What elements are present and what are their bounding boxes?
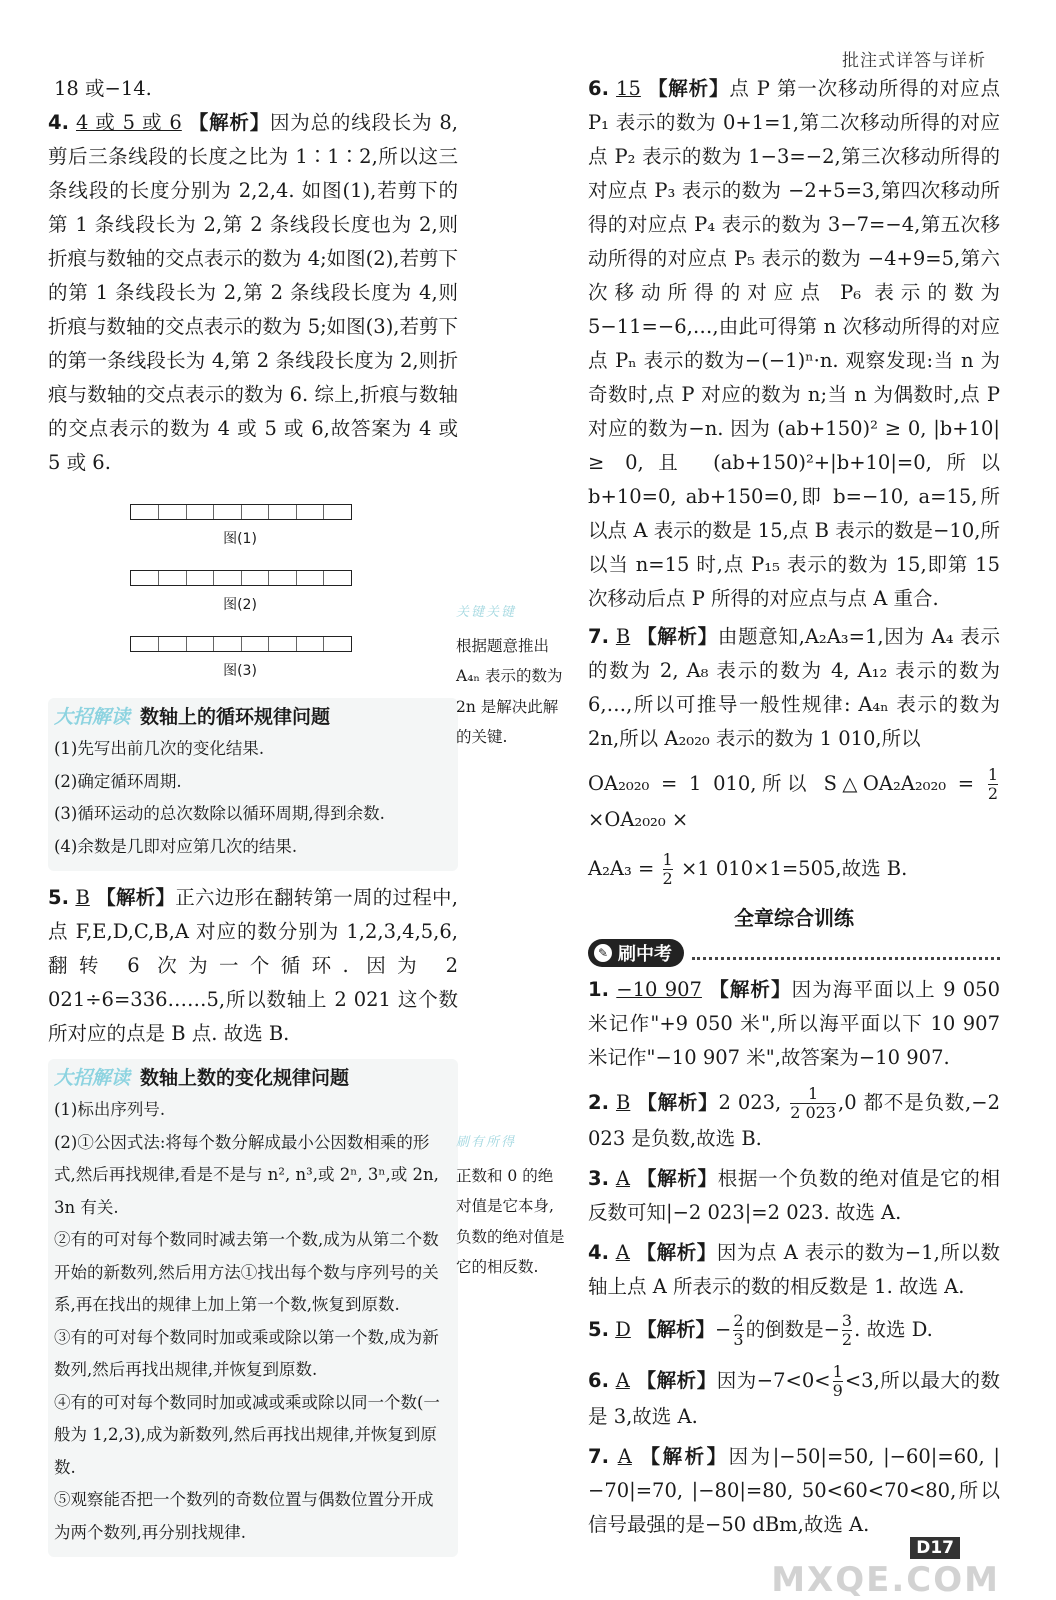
continuation-text: 18 或−14. xyxy=(54,77,152,100)
fraction-numerator: 2 xyxy=(733,1311,744,1330)
tip-line: ⑤观察能否把一个数列的奇数位置与偶数位置分开成为两个数列,再分别找规律. xyxy=(54,1490,434,1542)
tip-label: 大招解读 xyxy=(54,706,131,728)
tip-line: ④有的可对每个数同时加或减或乘或除以同一个数(一般为 1,2,3),成为新数列,然后再找出规律,并恢复到原数. xyxy=(54,1392,440,1477)
analysis-tag: 【解析】 xyxy=(647,77,730,100)
analysis-text: 点 P 第一次移动所得的对应点 P₁ 表示的数为 0+1=1,第二次移动所得的对应点 P₂ 表示的数为 1−3=−2,第三次移动所得的对应点 P₃ 表示的数为 −2+5=3,第四次移动所得的对应点 P₄ 表示的数为 3−7=−4,第五次移动所得的对应点 P₅ 表示的数为 −4+9=5,第六次移动所得的对应点 P₆ 表示的数为 5−11=−6,…,由此可得第 n 次移动所得的对应点 Pₙ 表示的数为−(−1)ⁿ·n. 观察发现:当 n 为奇数时,点 P 对应的数为 n;当 n 为偶数时,点 P 对应的数为−n. 因为 (ab+150)² ≥ 0, |b+10| ≥ 0,且 (ab+150)²+|b+10|=0,所以 b+10=0, ab+150=0,即 b=−10, a=15,所以点 A 表示的数是 15,点 B 表示的数是−10,所以当 n=15 时,点 P₁₅ 表示的数为 15,即第 15 次移动后点 P 所得的对应点与点 A 重合. xyxy=(588,77,1000,610)
dotted-rule xyxy=(692,947,1000,960)
question-number: 6. xyxy=(588,77,609,100)
fraction xyxy=(842,1312,852,1349)
exam-question-6 xyxy=(588,1363,1000,1434)
exam-question-5 xyxy=(588,1312,1000,1349)
question-number: 5. xyxy=(588,1318,609,1341)
page-number: D17 xyxy=(910,1537,960,1559)
analysis-text: 因为−7<0< xyxy=(716,1369,831,1392)
section-title: 全章综合训练 xyxy=(734,906,854,930)
side-note-key xyxy=(456,598,568,753)
tip-line: (1)先写出前几次的变化结果. xyxy=(54,739,265,758)
answer: 15 xyxy=(616,77,641,100)
fraction xyxy=(733,1312,743,1349)
analysis-text: 因为|−50|=50, |−60|=60, |−70|=70, |−80|=80, 50<60<70<80,所以信号最强的是−50 dBm,故选 A. xyxy=(588,1445,1001,1536)
fraction-half xyxy=(988,766,998,803)
analysis-text: <3,所以最大的数是 3,故选 A. xyxy=(588,1369,1000,1428)
answer: −10 907 xyxy=(616,978,702,1001)
equation-part: ×1 010×1=505,故选 B. xyxy=(680,857,908,880)
answer: B xyxy=(615,625,631,648)
question-number: 7. xyxy=(588,625,609,648)
question-number: 5. xyxy=(48,886,69,909)
equation-line-1 xyxy=(588,766,1000,837)
figure-caption: 图(1) xyxy=(223,531,257,547)
answer: A xyxy=(617,1445,632,1468)
answer: D xyxy=(615,1318,631,1341)
analysis-tag: 【解析】 xyxy=(637,625,718,648)
question-number: 4. xyxy=(588,1241,609,1264)
question-4 xyxy=(48,106,458,480)
fraction-numerator: 1 xyxy=(662,850,673,869)
answer: A xyxy=(615,1369,630,1392)
answer: B xyxy=(615,1091,631,1114)
fraction-denominator: 2 xyxy=(987,784,998,803)
exam-question-1 xyxy=(588,973,1000,1075)
segment-bar xyxy=(130,636,352,652)
answer: A xyxy=(615,1167,630,1190)
analysis-tag: 【解析】 xyxy=(637,1091,719,1114)
figure-2 xyxy=(130,560,350,626)
question-number: 2. xyxy=(588,1091,609,1114)
side-note-label: 关键关键 xyxy=(456,605,517,620)
fraction-numerator: 1 xyxy=(790,1085,836,1104)
fraction-half xyxy=(663,851,673,888)
tip-box-cycle xyxy=(48,698,458,871)
analysis-text: 根据一个负数的绝对值是它的相反数可知|−2 023|=2 023. 故选 A. xyxy=(588,1167,1000,1224)
equation-line-2 xyxy=(588,851,1000,888)
answer: A xyxy=(615,1241,630,1264)
fraction xyxy=(833,1363,843,1400)
question-number: 6. xyxy=(588,1369,609,1392)
exam-question-3 xyxy=(588,1162,1000,1230)
exam-question-7 xyxy=(588,1440,1000,1542)
tip-line: ②有的可对每个数同时减去第一个数,成为从第二个数开始的新数列,然后用方法①找出每个数与序列号的关系,再在找出的规律上加上第一个数,恢复到原数. xyxy=(54,1230,439,1314)
tip-line: (3)循环运动的总次数除以循环周期,得到余数. xyxy=(54,804,385,823)
badge-pill xyxy=(588,939,684,967)
figure-1 xyxy=(130,494,350,560)
answer: 4 或 5 或 6 xyxy=(75,111,182,134)
side-note-gain xyxy=(456,1128,568,1283)
brush-icon: ✎ xyxy=(594,944,612,962)
tip-heading xyxy=(54,1063,448,1090)
side-note-text: 根据题意推出 A₄ₙ 表示的数为 2n 是解决此解的关键. xyxy=(456,636,563,746)
analysis-tag: 【解析】 xyxy=(636,1241,717,1264)
fraction-denominator: 9 xyxy=(832,1381,843,1400)
fraction-numerator: 1 xyxy=(987,765,998,784)
side-note-label: 刷有所得 xyxy=(456,1135,517,1150)
analysis-tag: 【解析】 xyxy=(636,1167,718,1190)
equation-part: ×OA₂₀₂₀ × xyxy=(588,808,689,831)
tip-line: ③有的可对每个数同时加或乘或除以第一个数,成为新数列,然后再找出规律,并恢复到原数. xyxy=(54,1327,439,1379)
question-6 xyxy=(588,72,1000,616)
right-column xyxy=(588,72,1000,1542)
analysis-text: − xyxy=(715,1318,732,1341)
fraction-numerator: 1 xyxy=(832,1362,843,1381)
tip-title: 数轴上数的变化规律问题 xyxy=(140,1067,350,1089)
fraction-numerator: 3 xyxy=(841,1311,853,1330)
figure-caption: 图(3) xyxy=(223,663,257,679)
exam-question-4 xyxy=(588,1236,1000,1304)
figure-caption: 图(2) xyxy=(223,597,257,613)
analysis-tag: 【解析】 xyxy=(637,1318,716,1341)
analysis-tag: 【解析】 xyxy=(96,886,176,909)
analysis-text: 正六边形在翻转第一周的过程中,点 F,E,D,C,B,A 对应的数分别为 1,2,3,4,5,6,翻转 6 次为一个循环. 因为 2 021÷6=336……5,所以数轴上 2 021 这个数所对应的点是 B 点. 故选 B. xyxy=(48,886,458,1045)
answer: B xyxy=(75,886,90,909)
analysis-text: 的倒数是− xyxy=(745,1318,840,1341)
analysis-text: 因为点 A 表示的数为−1,所以数轴上点 A 所表示的数的相反数是 1. 故选 A. xyxy=(588,1241,1000,1298)
question-7 xyxy=(588,620,1000,756)
analysis-text: 2 023, xyxy=(718,1091,782,1114)
question-5 xyxy=(48,881,458,1051)
running-header: 批注式详答与详析 xyxy=(842,51,986,71)
tip-box-sequence xyxy=(48,1059,458,1557)
equation-part: OA₂₀₂₀ = 1 010,所以 S△OA₂A₂₀₂₀ = xyxy=(588,772,975,795)
analysis-tag: 【解析】 xyxy=(709,978,792,1001)
question-number: 7. xyxy=(588,1445,609,1468)
equation-part: A₂A₃ = xyxy=(588,857,655,880)
fraction-denominator: 2 023 xyxy=(790,1103,837,1122)
tip-heading xyxy=(54,702,448,729)
analysis-text: . 故选 D. xyxy=(854,1318,933,1341)
tip-line: (2)①公因式法:将每个数分解成最小公因数相乘的形式,然后再找规律,看是不是与 n², n³,或 2ⁿ, 3ⁿ,或 2n, 3n 有关. xyxy=(54,1132,439,1217)
question-number: 1. xyxy=(588,978,609,1001)
fraction-denominator: 2 xyxy=(841,1330,853,1349)
segment-bar xyxy=(130,570,352,586)
section-badge xyxy=(588,939,1000,967)
analysis-text: 因为海平面以上 9 050 米记作"+9 050 米",所以海平面以下 10 907 米记作"−10 907 米",故答案为−10 907. xyxy=(588,978,1000,1069)
analysis-tag: 【解析】 xyxy=(640,1445,729,1468)
fraction-denominator: 3 xyxy=(733,1330,744,1349)
question-number: 4. xyxy=(48,111,69,134)
analysis-text: ,0 都不是负数,−2 023 是负数,故选 B. xyxy=(588,1091,1000,1150)
tip-line: (2)确定循环周期. xyxy=(54,771,182,791)
analysis-text: 由题意知,A₂A₃=1,因为 A₄ 表示的数为 2, A₈ 表示的数为 4, A₁₂ 表示的数为 6,…,所以可推导一般性规律: A₄ₙ 表示的数为 2n,所以 A₂₀₂₀ 表示的数为 1 010,所以 xyxy=(588,625,1000,750)
tip-line: (4)余数是几即对应第几次的结果. xyxy=(54,836,298,856)
tip-title: 数轴上的循环规律问题 xyxy=(140,706,331,728)
tip-label: 大招解读 xyxy=(54,1067,131,1089)
side-note-text: 正数和 0 的绝对值是它本身,负数的绝对值是它的相反数. xyxy=(456,1166,565,1276)
analysis-text: 因为总的线段长为 8,剪后三条线段的长度之比为 1∶1∶2,所以这三条线段的长度分别为 2,2,4. 如图(1),若剪下的第 1 条线段长为 2,第 2 条线段长度也为 2,则折痕与数轴的交点表示的数为 4;如图(2),若剪下的第 1 条线段长为 2,第 2 条线段长度为 4,则折痕与数轴的交点表示的数为 5;如图(3),若剪下的第一条线段长为 4,第 2 条线段长度为 2,则折痕与数轴的交点表示的数为 6. 综上,折痕与数轴的交点表示的数为 4 或 5 或 6,故答案为 4 或 5 或 6. xyxy=(48,111,458,474)
badge-label: 刷中考 xyxy=(618,944,672,965)
fraction xyxy=(790,1085,836,1122)
left-column xyxy=(48,72,458,1567)
analysis-tag: 【解析】 xyxy=(188,111,270,134)
fraction-denominator: 2 xyxy=(662,869,673,888)
analysis-tag: 【解析】 xyxy=(636,1369,717,1392)
segment-bar xyxy=(130,504,352,520)
exam-question-2 xyxy=(588,1085,1000,1156)
question-number: 3. xyxy=(588,1167,609,1190)
watermark: MXQE.COM xyxy=(771,1560,1000,1600)
figure-3 xyxy=(130,626,350,692)
tip-line: (1)标出序列号. xyxy=(54,1100,166,1119)
